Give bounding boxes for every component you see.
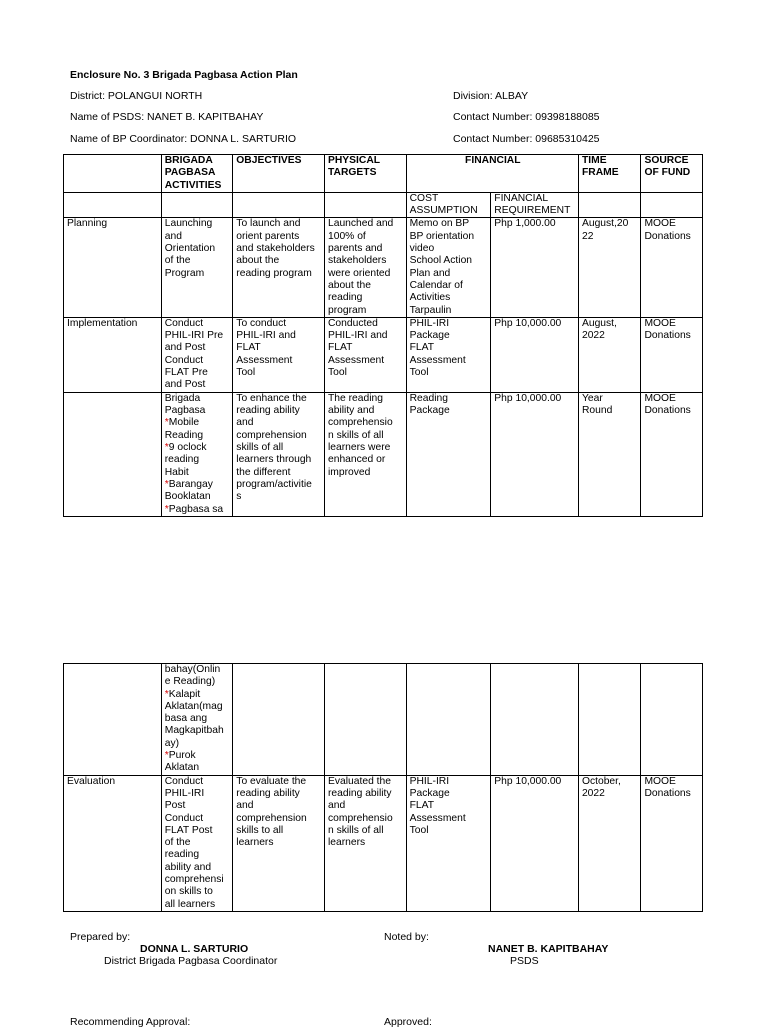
cell-line: Donations <box>644 405 691 417</box>
time-cell <box>578 392 640 516</box>
cell-line: *9 oclock <box>164 442 207 454</box>
empty-cell <box>578 192 640 218</box>
cell-line: video <box>409 243 435 255</box>
cell-line: were oriented <box>328 267 391 279</box>
cell-line: Round <box>581 405 613 417</box>
psds-contact: Contact Number: 09398188085 <box>453 111 600 123</box>
cell-line: Launched and <box>328 218 394 230</box>
activity-text <box>165 393 231 418</box>
target-cell <box>325 392 407 516</box>
activity-text <box>165 504 231 516</box>
requirement-cell: Php 1,000.00 <box>491 218 579 317</box>
cell-line: FLAT Post <box>164 824 213 836</box>
cell-line: learners through <box>236 454 312 466</box>
cell-line: Donations <box>644 787 691 799</box>
cell-line: about the <box>236 255 280 267</box>
requirement-cell: Php 10,000.00 <box>491 392 579 516</box>
source-cell <box>641 392 703 516</box>
phase-cell: Implementation <box>64 317 162 392</box>
cell-line: Tool <box>409 367 429 379</box>
cell-line: Plan and <box>409 267 451 279</box>
cell-line: skills of all <box>236 442 284 454</box>
cell-line: Pagbasa <box>164 405 206 417</box>
cell-line: comprehensio <box>328 417 393 429</box>
cell-line: reading ability <box>328 787 392 799</box>
cell-line: the different <box>236 466 291 478</box>
cell-line: reading program <box>236 267 312 279</box>
cell-line: MOOE <box>644 218 676 230</box>
empty-cell <box>233 664 325 776</box>
cell-line: comprehensio <box>328 812 393 824</box>
prepared-by-label: Prepared by: <box>70 931 131 943</box>
cell-line: of the <box>164 255 191 267</box>
cell-line: *Purok <box>164 750 196 762</box>
cell-line: 2022 <box>581 330 605 342</box>
cell-line: Tool <box>409 824 429 836</box>
empty-cell <box>325 192 407 218</box>
cell-line: Program <box>164 267 205 279</box>
noted-by-title: PSDS <box>510 955 539 967</box>
activities-header: BRIGADA PAGBASA ACTIVITIES <box>161 155 233 193</box>
cell-line: 22 <box>581 230 594 242</box>
cell-line: reading ability <box>236 405 300 417</box>
cell-line: Post <box>164 800 186 812</box>
cell-line: School Action <box>409 255 473 267</box>
financial-header: FINANCIAL <box>406 155 578 193</box>
document-title: Enclosure No. 3 Brigada Pagbasa Action Plan <box>70 69 298 81</box>
empty-cell <box>161 192 233 218</box>
cell-line: comprehension <box>236 429 307 441</box>
noted-by-name: NANET B. KAPITBAHAY <box>488 943 609 955</box>
activity-text <box>165 750 231 775</box>
cell-line: Memo on BP <box>409 218 470 230</box>
cell-line: learners <box>328 837 366 849</box>
cell-line: MOOE <box>644 317 676 329</box>
time-frame-header: TIME FRAME <box>578 155 640 193</box>
cell-line: all learners <box>164 898 216 910</box>
bullet-star: * <box>164 688 169 700</box>
cell-line: PHIL-IRI <box>164 787 205 799</box>
source-cell <box>641 775 703 911</box>
action-plan-table-continued <box>63 663 703 912</box>
table-row <box>64 317 703 392</box>
table-row <box>64 664 703 776</box>
cell-line: Assessment <box>328 354 385 366</box>
coordinator-label: Name of BP Coordinator: DONNA L. SARTURIO <box>70 133 297 145</box>
cell-line: MOOE <box>644 775 676 787</box>
cell-line: PHIL-IRI and <box>236 330 296 342</box>
cell-line: 2022 <box>581 787 605 799</box>
cell-line: Aklatan(mag <box>164 700 223 712</box>
cell-line: Reading <box>164 429 204 441</box>
requirement-cell: Php 10,000.00 <box>491 317 579 392</box>
cell-line: e Reading) <box>164 676 216 688</box>
activity-text <box>165 417 231 442</box>
cell-line: orient parents <box>236 230 300 242</box>
time-cell <box>578 317 640 392</box>
cell-line: Tool <box>328 367 347 379</box>
cell-line: enhanced or <box>328 454 386 466</box>
cell-line: Donations <box>644 330 691 342</box>
activity-cell <box>161 317 233 392</box>
bullet-star: * <box>164 503 169 515</box>
cell-line: *Pagbasa sa <box>164 503 224 515</box>
cell-line: improved <box>328 466 371 478</box>
cell-line: Magkapitbah <box>164 725 224 737</box>
cell-line: FLAT Pre <box>164 367 208 379</box>
phase-cell: Evaluation <box>64 775 162 911</box>
cell-line: *Barangay <box>164 478 213 490</box>
cell-line: Orientation <box>164 243 216 255</box>
cell-line: Conduct <box>164 812 204 824</box>
cell-line: learners <box>236 837 274 849</box>
prepared-by-title: District Brigada Pagbasa Coordinator <box>104 955 278 967</box>
cell-line: PHIL-IRI and <box>328 330 388 342</box>
cell-line: Calendar of <box>409 279 463 291</box>
cell-line: n skills of all <box>328 824 384 836</box>
cell-line: Package <box>409 330 450 342</box>
requirement-cell: Php 10,000.00 <box>491 775 579 911</box>
cell-line: The reading <box>328 392 383 404</box>
cell-line: and <box>328 800 346 812</box>
cell-line: reading <box>164 454 200 466</box>
cell-line: Brigada <box>164 392 201 404</box>
source-cell <box>641 218 703 317</box>
cell-line: October, <box>581 775 621 787</box>
cost-cell <box>406 775 491 911</box>
action-plan-table <box>63 154 703 517</box>
cell-line: Tarpaulin <box>409 304 452 316</box>
bullet-star: * <box>164 442 169 454</box>
cell-line: program <box>328 304 367 316</box>
cell-line: learners were <box>328 442 391 454</box>
table-subheader-row <box>64 192 703 218</box>
cell-line: reading <box>164 849 200 861</box>
cell-line: 100% of <box>328 230 366 242</box>
empty-cell <box>64 192 162 218</box>
cell-line: Donations <box>644 230 691 242</box>
empty-cell <box>233 192 325 218</box>
division-label: Division: ALBAY <box>453 90 529 102</box>
cell-line: August, <box>581 317 617 329</box>
cell-line: basa ang <box>164 713 208 725</box>
cell-line: FLAT <box>409 342 435 354</box>
activity-text <box>165 664 231 689</box>
cell-line: and <box>164 230 182 242</box>
objective-cell <box>233 317 325 392</box>
cell-line: stakeholders <box>328 255 387 267</box>
cell-line: comprehensi <box>164 874 224 886</box>
cell-line: To evaluate the <box>236 775 307 787</box>
activity-cell <box>161 775 233 911</box>
empty-cell <box>641 664 703 776</box>
cell-line: s <box>236 491 242 503</box>
bullet-star: * <box>164 478 169 490</box>
cell-line: on skills to <box>164 886 213 898</box>
cell-line: FLAT <box>236 342 261 354</box>
cell-line: Assessment <box>236 354 293 366</box>
cell-line: PHIL-IRI <box>409 775 450 787</box>
cell-line: Booklatan <box>164 491 211 503</box>
cell-line: and <box>236 417 254 429</box>
cell-line: PHIL-IRI Pre <box>164 330 224 342</box>
cell-line: Package <box>409 405 450 417</box>
table-header-row <box>64 155 703 193</box>
cell-line: Activities <box>409 292 451 304</box>
cell-line: FLAT <box>328 342 353 354</box>
cell-line: Aklatan <box>164 762 200 774</box>
empty-cell <box>491 664 579 776</box>
bullet-star: * <box>164 750 169 762</box>
noted-by-label: Noted by: <box>384 931 429 943</box>
cell-line: ability and <box>328 405 375 417</box>
phase-header <box>64 155 162 193</box>
table-row <box>64 218 703 317</box>
cell-line: Conduct <box>164 775 204 787</box>
objectives-header: OBJECTIVES <box>233 155 325 193</box>
empty-cell <box>578 664 640 776</box>
cell-line: To launch and <box>236 218 301 230</box>
empty-cell <box>406 664 491 776</box>
cell-line: MOOE <box>644 392 676 404</box>
coordinator-contact: Contact Number: 09685310425 <box>453 133 600 145</box>
cell-line: Reading <box>409 392 448 404</box>
activity-text <box>165 689 231 750</box>
cost-cell <box>406 317 491 392</box>
objective-cell <box>233 218 325 317</box>
financial-requirement-header: FINANCIAL REQUIREMENT <box>491 192 579 218</box>
bullet-star: * <box>164 417 169 429</box>
activity-text <box>165 442 231 479</box>
cell-line: Year <box>581 392 603 404</box>
cell-line: Conduct <box>164 354 204 366</box>
objective-cell <box>233 775 325 911</box>
cell-line: FLAT <box>409 800 435 812</box>
cell-line: comprehension <box>236 812 307 824</box>
cell-line: Habit <box>164 466 189 478</box>
cell-line: BP orientation <box>409 230 475 242</box>
cell-line: of the <box>164 837 191 849</box>
empty-cell <box>64 392 162 516</box>
time-cell <box>578 775 640 911</box>
cell-line: Package <box>409 787 450 799</box>
cell-line: program/activitie <box>236 478 312 490</box>
activity-text <box>165 479 231 504</box>
phase-cell: Planning <box>64 218 162 317</box>
cell-line: bahay(Onlin <box>164 664 221 675</box>
source-header: SOURCE OF FUND <box>641 155 703 193</box>
cell-line: *Mobile <box>164 417 200 429</box>
cell-line: Conduct <box>164 317 204 329</box>
empty-cell <box>325 664 407 776</box>
cell-line: and <box>236 800 254 812</box>
cell-line: and stakeholders <box>236 243 315 255</box>
recommending-approval-label: Recommending Approval: <box>70 1016 191 1028</box>
empty-cell <box>64 664 162 776</box>
cell-line: reading ability <box>236 787 300 799</box>
cell-line: and Post <box>164 342 206 354</box>
time-cell <box>578 218 640 317</box>
activity-cell <box>161 392 233 516</box>
source-cell <box>641 317 703 392</box>
prepared-by-name: DONNA L. SARTURIO <box>140 943 249 955</box>
cost-cell <box>406 392 491 516</box>
targets-header: PHYSICAL TARGETS <box>325 155 407 193</box>
activity-cell <box>161 218 233 317</box>
target-cell <box>325 317 407 392</box>
table-row <box>64 775 703 911</box>
objective-cell <box>233 392 325 516</box>
cell-line: PHIL-IRI <box>409 317 450 329</box>
cell-line: about the <box>328 279 371 291</box>
cell-line: August,20 <box>581 218 629 230</box>
cell-line: ay) <box>164 737 180 749</box>
cell-line: Assessment <box>409 354 466 366</box>
approved-label: Approved: <box>384 1016 432 1028</box>
cell-line: skills to all <box>236 824 284 836</box>
target-cell <box>325 218 407 317</box>
cell-line: parents and <box>328 243 383 255</box>
table-row <box>64 392 703 516</box>
empty-cell <box>641 192 703 218</box>
cell-line: Launching <box>164 218 213 230</box>
activity-cell <box>161 664 233 776</box>
cell-line: Assessment <box>409 812 466 824</box>
cell-line: Tool <box>236 367 256 379</box>
cell-line: *Kalapit <box>164 688 201 700</box>
cost-cell <box>406 218 491 317</box>
cell-line: Conducted <box>328 317 378 329</box>
cell-line: To enhance the <box>236 392 307 404</box>
target-cell <box>325 775 407 911</box>
cell-line: and Post <box>164 379 206 391</box>
cell-line: n skills of all <box>328 429 384 441</box>
cell-line: ability and <box>164 861 212 873</box>
cell-line: Evaluated the <box>328 775 391 787</box>
district-label: District: POLANGUI NORTH <box>70 90 203 102</box>
psds-label: Name of PSDS: NANET B. KAPITBAHAY <box>70 111 264 123</box>
cell-line: reading <box>328 292 363 304</box>
cost-assumption-header: COST ASSUMPTION <box>406 192 491 218</box>
cell-line: To conduct <box>236 317 287 329</box>
